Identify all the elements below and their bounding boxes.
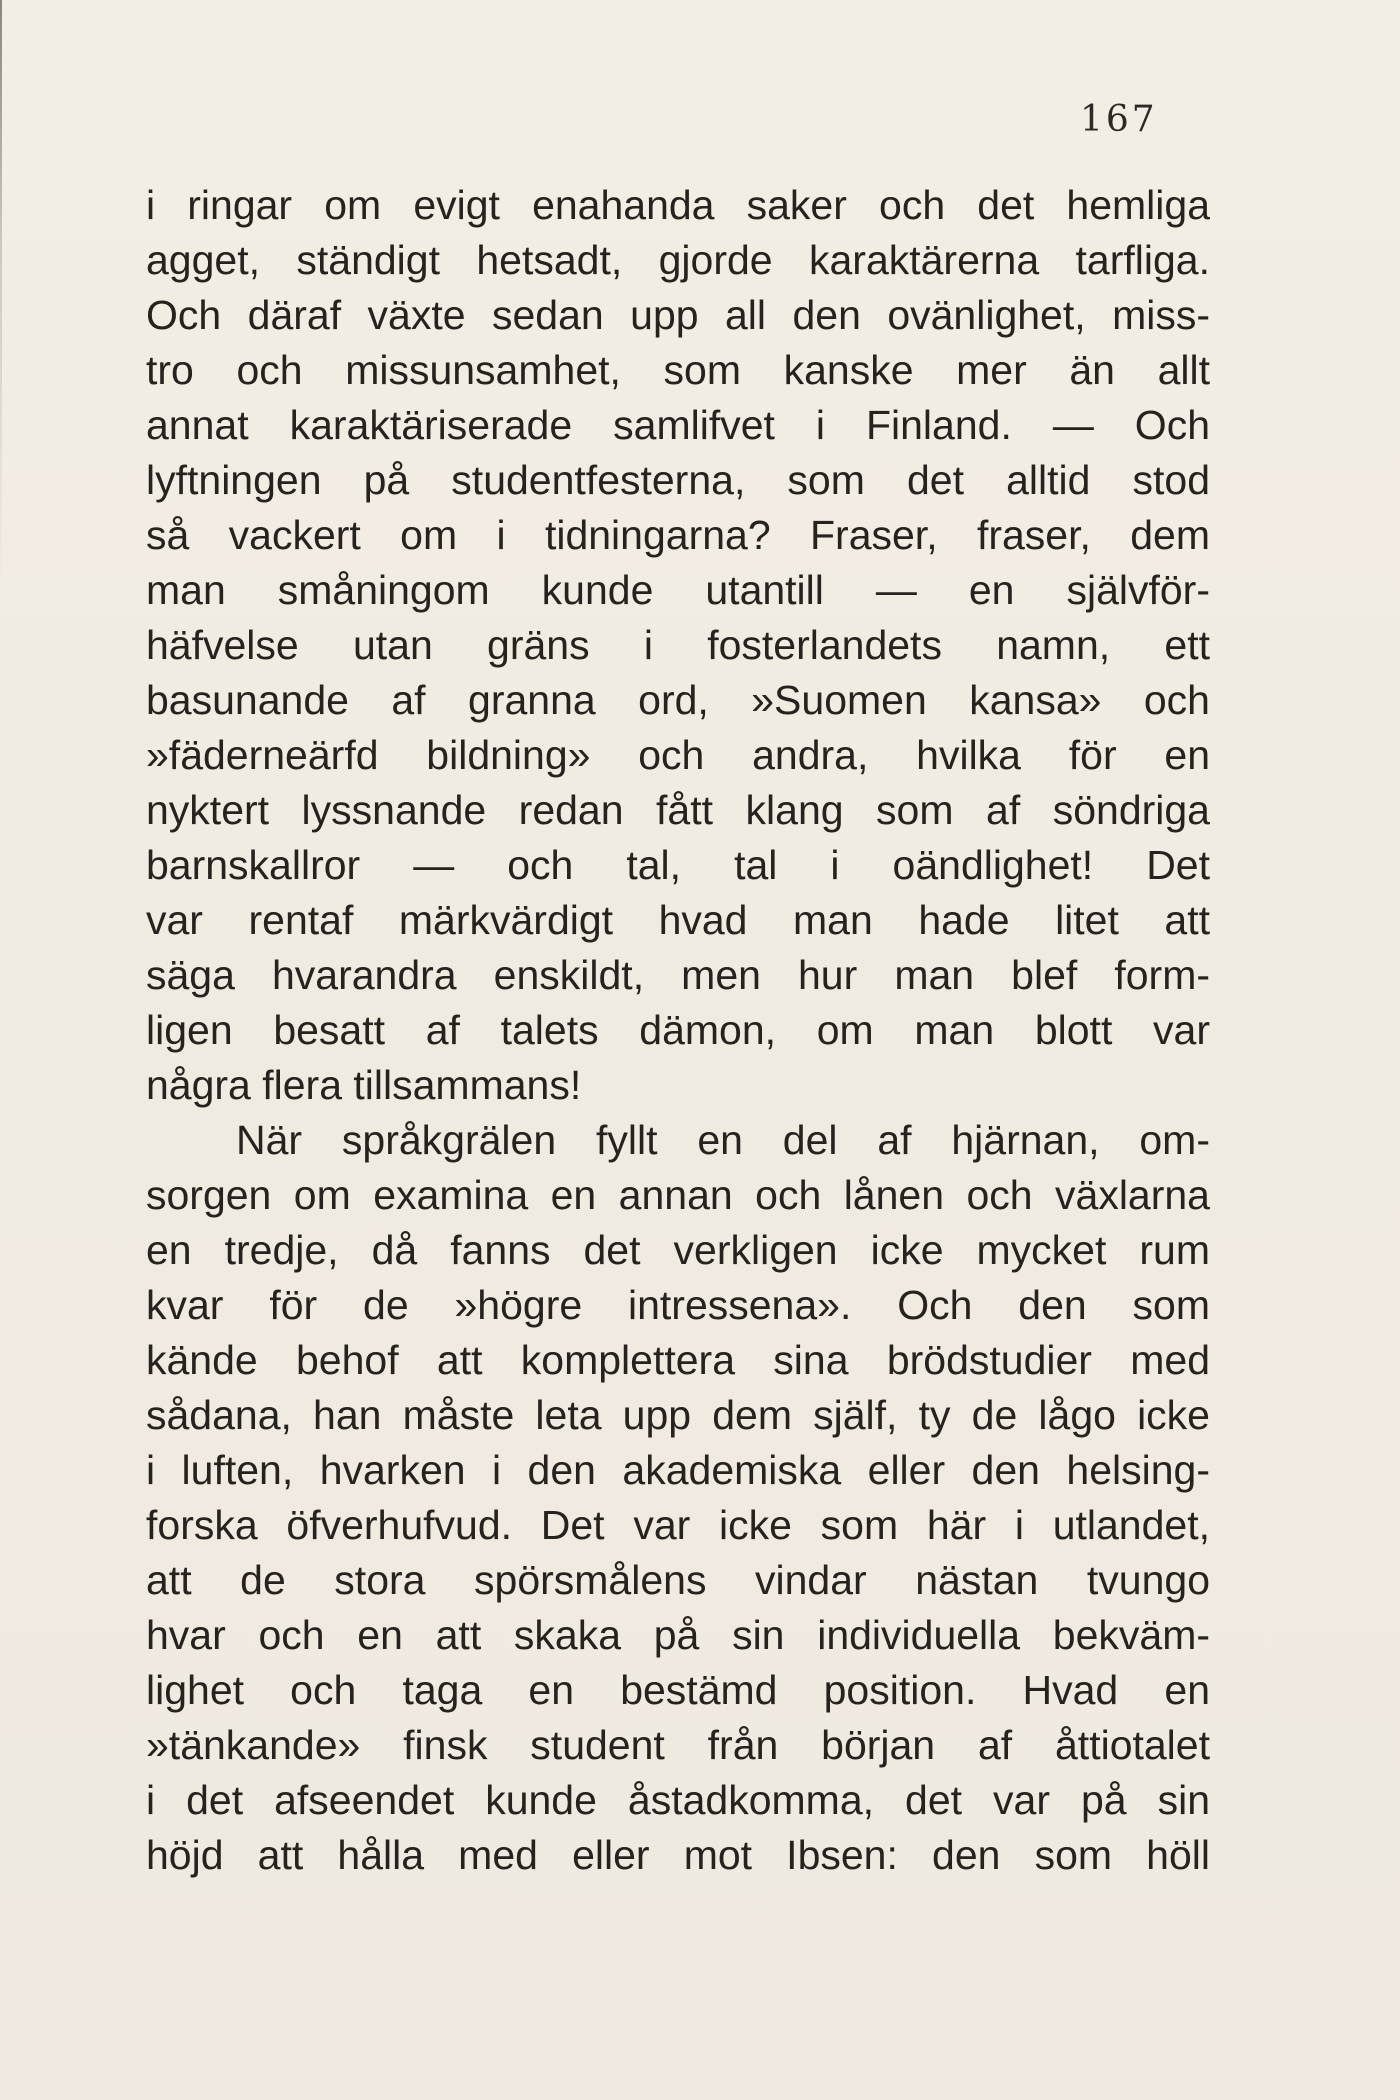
text-line: ligen besatt af talets dämon, om man blott var <box>146 1007 1210 1053</box>
page-edge-shadow <box>0 0 2 2100</box>
text-line: kände behof att komplettera sina brödstudier med <box>146 1337 1210 1383</box>
text-line: lighet och taga en bestämd position. Hvad en <box>146 1667 1210 1713</box>
text-line: agget, ständigt hetsadt, gjorde karaktärerna tarfliga. <box>146 237 1210 283</box>
text-line: basunande af granna ord, »Suomen kansa» och <box>146 677 1210 723</box>
text-line: häfvelse utan gräns i fosterlandets namn, ett <box>146 622 1210 668</box>
text-line: hvar och en att skaka på sin individuella bekväm- <box>146 1612 1210 1658</box>
text-line: en tredje, då fanns det verkligen icke mycket rum <box>146 1227 1210 1273</box>
body-text <box>146 178 1210 1883</box>
text-line: lyftningen på studentfesterna, som det alltid stod <box>146 457 1210 503</box>
text-line: i luften, hvarken i den akademiska eller den helsing- <box>146 1447 1210 1493</box>
text-line: tro och missunsamhet, som kanske mer än allt <box>146 347 1210 393</box>
text-line: annat karaktäriserade samlifvet i Finland. — Och <box>146 402 1210 448</box>
text-line: några flera tillsammans! <box>146 1062 582 1108</box>
text-line: så vackert om i tidningarna? Fraser, fraser, dem <box>146 512 1210 558</box>
text-line: barnskallror — och tal, tal i oändlighet! Det <box>146 842 1210 888</box>
text-line: När språkgrälen fyllt en del af hjärnan, om- <box>236 1117 1210 1163</box>
text-line: »tänkande» finsk student från början af åttiotalet <box>146 1722 1210 1768</box>
text-line: kvar för de »högre intressena». Och den som <box>146 1282 1210 1328</box>
text-line: forska öfverhufvud. Det var icke som här i utlandet, <box>146 1502 1210 1548</box>
text-line: nyktert lyssnande redan fått klang som af söndriga <box>146 787 1210 833</box>
page-number: 167 <box>1080 99 1158 140</box>
text-line: i det afseendet kunde åstadkomma, det var på sin <box>146 1777 1210 1823</box>
text-line: säga hvarandra enskildt, men hur man blef form- <box>146 952 1210 998</box>
text-line: höjd att hålla med eller mot Ibsen: den som höll <box>146 1832 1210 1878</box>
text-line: »fäderneärfd bildning» och andra, hvilka för en <box>146 732 1210 778</box>
text-line: sådana, han måste leta upp dem själf, ty de lågo icke <box>146 1392 1210 1438</box>
text-line: var rentaf märkvärdigt hvad man hade litet att <box>146 897 1210 943</box>
text-line: Och däraf växte sedan upp all den ovänlighet, miss- <box>146 292 1210 338</box>
text-line: att de stora spörsmålens vindar nästan tvungo <box>146 1557 1210 1603</box>
text-line: i ringar om evigt enahanda saker och det hemliga <box>146 182 1210 228</box>
text-line: sorgen om examina en annan och lånen och växlarna <box>146 1172 1210 1218</box>
text-line: man småningom kunde utantill — en självför- <box>146 567 1210 613</box>
